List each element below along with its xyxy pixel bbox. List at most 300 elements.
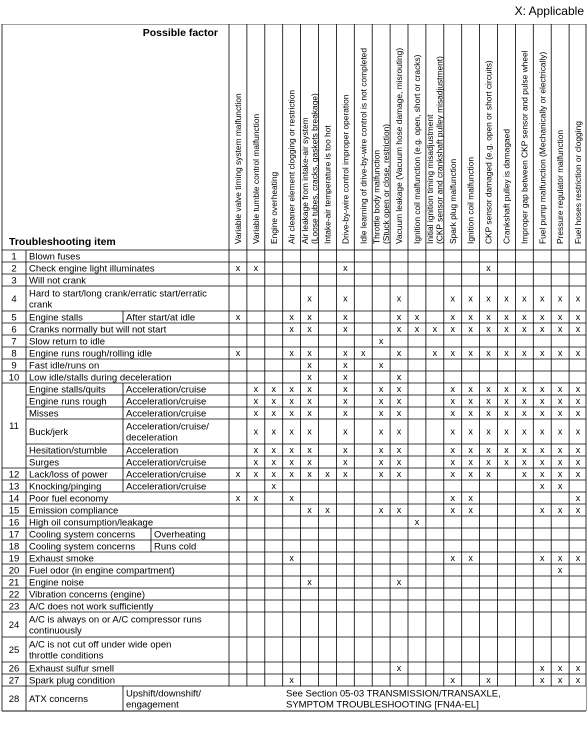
applicable-mark: x — [378, 360, 384, 371]
applicable-mark: x — [468, 505, 473, 516]
applicable-mark: x — [271, 469, 276, 480]
row-number: 19 — [8, 553, 20, 565]
item-label: Buck/jerk — [29, 426, 69, 438]
applicable-mark: x — [378, 384, 384, 395]
applicable-mark: x — [396, 396, 402, 407]
applicable-mark: x — [378, 445, 384, 456]
applicable-mark: x — [307, 396, 312, 407]
applicable-mark: x — [450, 553, 455, 564]
applicable-mark: x — [343, 384, 348, 395]
item-label: Lack/loss of power — [29, 469, 108, 481]
condition-label: Overheating — [154, 529, 206, 541]
factor-label: Throttle body malfunction — [371, 149, 382, 244]
applicable-mark: x — [450, 469, 455, 480]
applicable-mark: x — [522, 426, 527, 437]
applicable-mark: x — [540, 396, 545, 407]
row-number: 2 — [11, 263, 17, 275]
factor-label: Initial ignition timing misadjustment — [425, 114, 436, 244]
applicable-mark: x — [450, 293, 455, 304]
applicable-mark: x — [522, 469, 527, 480]
applicable-mark: x — [575, 553, 581, 564]
applicable-mark: x — [468, 312, 473, 323]
atx-note: See Section 05-03 TRANSMISSION/TRANSAXLE, — [286, 688, 501, 700]
applicable-mark: x — [307, 505, 312, 516]
applicable-mark: x — [486, 426, 491, 437]
item-label: Fast idle/runs on — [29, 360, 100, 372]
applicable-mark: x — [235, 348, 241, 359]
applicable-mark: x — [396, 469, 402, 480]
item-label: Engine runs rough/rolling idle — [29, 348, 153, 360]
applicable-mark: x — [540, 505, 545, 516]
condition-label: Acceleration/cruise — [126, 469, 207, 481]
factor-label: (CKP sensor and crankshaft pulley misadjustment) — [434, 56, 445, 244]
applicable-mark: x — [486, 445, 491, 456]
applicable-mark: x — [540, 293, 545, 304]
factor-label: Spark plug malfunction — [447, 158, 458, 244]
applicable-mark: x — [486, 384, 491, 395]
applicable-mark: x — [468, 553, 473, 564]
applicable-mark: x — [307, 324, 312, 335]
applicable-mark: x — [396, 445, 402, 456]
row-number: 28 — [8, 693, 20, 705]
applicable-mark: x — [450, 426, 455, 437]
item-label: Low idle/stalls during deceleration — [29, 372, 172, 384]
applicable-mark: x — [396, 384, 402, 395]
applicable-mark: x — [575, 408, 581, 419]
row-number: 3 — [11, 275, 17, 287]
applicable-mark: x — [289, 469, 294, 480]
factor-label: Fuel pump malfunction (Mechanically or electrically) — [537, 51, 548, 244]
applicable-mark: x — [450, 384, 455, 395]
condition-label: After start/at idle — [126, 312, 196, 324]
item-label: Engine stalls — [29, 312, 83, 324]
applicable-mark: x — [235, 263, 241, 274]
applicable-mark: x — [557, 663, 563, 674]
item-label: High oil consumption/leakage — [29, 517, 154, 529]
row-number: 27 — [8, 675, 20, 687]
applicable-mark: x — [486, 408, 491, 419]
applicable-mark: x — [289, 312, 294, 323]
applicable-mark: x — [540, 384, 545, 395]
applicable-mark: x — [557, 312, 563, 323]
applicable-mark: x — [468, 408, 473, 419]
applicable-mark: x — [540, 675, 545, 686]
applicable-mark: x — [396, 372, 402, 383]
applicable-mark: x — [557, 408, 563, 419]
applicable-mark: x — [307, 457, 312, 468]
applicable-mark: x — [540, 348, 545, 359]
applicable-mark: x — [575, 457, 581, 468]
factor-label: Fuel hoses restriction or clogging — [573, 121, 584, 244]
row-number: 13 — [8, 481, 20, 493]
applicable-mark: x — [522, 293, 527, 304]
applicable-mark: x — [325, 505, 330, 516]
applicable-mark: x — [557, 396, 563, 407]
item-label: Poor fuel economy — [29, 493, 109, 505]
item-label: Spark plug condition — [29, 675, 116, 687]
applicable-mark: x — [396, 426, 402, 437]
applicable-mark: x — [343, 263, 348, 274]
row-number: 14 — [8, 493, 20, 505]
condition-label: Runs cold — [154, 541, 197, 553]
applicable-mark: x — [396, 293, 402, 304]
applicable-mark: x — [486, 348, 491, 359]
factor-label: (Loose tubes, cracks, gaskets breakage) — [309, 93, 320, 244]
item-label: Misses — [29, 408, 59, 420]
item-label: Blown fuses — [29, 251, 81, 263]
applicable-mark: x — [307, 312, 312, 323]
factor-label: Drive-by-wire control improper operation — [340, 94, 351, 244]
applicable-mark: x — [343, 293, 348, 304]
applicable-mark: x — [450, 493, 455, 504]
applicable-mark: x — [504, 426, 509, 437]
condition-label: deceleration — [126, 432, 178, 444]
row-number: 18 — [8, 541, 20, 553]
applicable-mark: x — [289, 396, 294, 407]
applicable-mark: x — [271, 426, 276, 437]
item-label: Hesitation/stumble — [29, 445, 108, 457]
applicable-mark: x — [396, 505, 402, 516]
item-label: Cooling system concerns — [29, 541, 136, 553]
applicable-mark: x — [253, 469, 259, 480]
item-label: Cooling system concerns — [29, 529, 136, 541]
applicable-mark: x — [343, 469, 348, 480]
row-number: 5 — [11, 312, 17, 324]
applicable-mark: x — [235, 493, 241, 504]
applicable-mark: x — [486, 312, 491, 323]
possible-factor-title: Possible factor — [142, 27, 218, 39]
applicable-mark: x — [396, 348, 402, 359]
applicable-mark: x — [378, 408, 384, 419]
applicable-mark: x — [540, 469, 545, 480]
applicable-mark: x — [504, 445, 509, 456]
applicable-mark: x — [396, 577, 402, 588]
applicable-mark: x — [289, 553, 294, 564]
applicable-mark: x — [378, 426, 384, 437]
factor-label: Ignition coil malfunction — [465, 156, 476, 244]
applicable-mark: x — [378, 469, 384, 480]
item-label: Cranks normally but will not start — [29, 324, 167, 336]
item-label: Engine runs rough — [29, 396, 107, 408]
row-number: 25 — [8, 644, 20, 656]
applicable-mark: x — [486, 457, 491, 468]
applicable-mark: x — [522, 384, 527, 395]
applicable-mark: x — [253, 384, 259, 395]
applicable-mark: x — [575, 469, 581, 480]
item-label: continuously — [29, 625, 82, 637]
applicable-mark: x — [271, 384, 276, 395]
applicable-mark: x — [414, 517, 420, 528]
applicable-mark: x — [343, 312, 348, 323]
item-label: ATX concerns — [29, 693, 88, 705]
applicable-mark: x — [468, 426, 473, 437]
factor-label: Air leakage from intake-air system — [299, 117, 310, 244]
row-number: 20 — [8, 565, 20, 577]
row-number: 1 — [11, 251, 17, 263]
applicable-mark: x — [450, 324, 455, 335]
applicable-mark: x — [486, 324, 491, 335]
row-number: 22 — [8, 589, 20, 601]
applicable-mark: x — [557, 293, 563, 304]
applicable-mark: x — [253, 263, 259, 274]
applicable-mark: x — [289, 348, 294, 359]
applicable-mark: x — [540, 481, 545, 492]
applicable-mark: x — [557, 553, 563, 564]
applicable-mark: x — [486, 396, 491, 407]
item-label: Hard to start/long crank/erratic start/erratic — [29, 288, 207, 300]
condition-label: Acceleration/cruise — [126, 408, 207, 420]
condition-label: Acceleration/cruise — [126, 457, 207, 469]
condition-label: Acceleration — [126, 445, 179, 457]
applicable-mark: x — [575, 348, 581, 359]
item-label: A/C is always on or A/C compressor runs — [29, 614, 202, 626]
item-label: throttle conditions — [29, 650, 104, 662]
row-number: 9 — [11, 360, 17, 372]
applicable-mark: x — [289, 426, 294, 437]
row-number: 21 — [8, 577, 20, 589]
applicable-mark: x — [575, 505, 581, 516]
applicable-mark: x — [575, 312, 581, 323]
applicable-mark: x — [343, 360, 348, 371]
item-label: Emission compliance — [29, 505, 119, 517]
factor-label: Intake-air temperature is too hot — [322, 125, 333, 244]
applicable-mark: x — [468, 293, 473, 304]
factor-label: Air cleaner element clogging or restriction — [286, 89, 297, 244]
applicable-mark: x — [253, 493, 259, 504]
applicable-mark: x — [468, 493, 473, 504]
item-label: Exhaust sulfur smell — [29, 663, 115, 675]
factor-label: CKP sensor damaged (e.g. open or short circuits) — [483, 60, 494, 244]
applicable-mark: x — [343, 396, 348, 407]
row-number: 23 — [8, 601, 20, 613]
applicable-mark: x — [504, 408, 509, 419]
item-label: Fuel odor (in engine compartment) — [29, 565, 175, 577]
applicable-mark: x — [486, 293, 491, 304]
applicable-mark: x — [253, 426, 259, 437]
applicable-mark: x — [468, 469, 473, 480]
legend-applicable: X: Applicable — [514, 4, 584, 18]
row-number: 15 — [8, 505, 20, 517]
applicable-mark: x — [522, 445, 527, 456]
applicable-mark: x — [522, 457, 527, 468]
applicable-mark: x — [468, 396, 473, 407]
row-number: 10 — [8, 372, 20, 384]
applicable-mark: x — [540, 445, 545, 456]
row-number: 6 — [11, 324, 17, 336]
applicable-mark: x — [396, 663, 402, 674]
item-label: A/C does not work sufficiently — [29, 601, 154, 613]
applicable-mark: x — [540, 553, 545, 564]
applicable-mark: x — [271, 396, 276, 407]
applicable-mark: x — [325, 469, 330, 480]
applicable-mark: x — [557, 505, 563, 516]
item-label: Will not crank — [29, 275, 87, 287]
applicable-mark: x — [468, 445, 473, 456]
applicable-mark: x — [361, 348, 366, 359]
applicable-mark: x — [522, 396, 527, 407]
applicable-mark: x — [575, 426, 581, 437]
applicable-mark: x — [575, 384, 581, 395]
applicable-mark: x — [414, 312, 420, 323]
row-number: 11 — [9, 420, 19, 432]
applicable-mark: x — [289, 493, 294, 504]
applicable-mark: x — [307, 372, 312, 383]
applicable-mark: x — [557, 457, 563, 468]
applicable-mark: x — [289, 408, 294, 419]
applicable-mark: x — [540, 312, 545, 323]
row-number: 12 — [8, 469, 20, 481]
applicable-mark: x — [307, 408, 312, 419]
applicable-mark: x — [450, 505, 455, 516]
item-label: Knocking/pinging — [29, 481, 102, 493]
applicable-mark: x — [343, 457, 348, 468]
applicable-mark: x — [271, 445, 276, 456]
applicable-mark: x — [557, 426, 563, 437]
applicable-mark: x — [307, 348, 312, 359]
applicable-mark: x — [468, 457, 473, 468]
applicable-mark: x — [271, 481, 276, 492]
item-label: Engine noise — [29, 577, 84, 589]
applicable-mark: x — [522, 348, 527, 359]
applicable-mark: x — [522, 312, 527, 323]
applicable-mark: x — [289, 384, 294, 395]
applicable-mark: x — [504, 348, 509, 359]
applicable-mark: x — [289, 675, 294, 686]
item-label: Check engine light illuminates — [29, 263, 155, 275]
applicable-mark: x — [504, 457, 509, 468]
applicable-mark: x — [432, 348, 438, 359]
applicable-mark: x — [253, 408, 259, 419]
applicable-mark: x — [504, 324, 509, 335]
applicable-mark: x — [468, 384, 473, 395]
applicable-mark: x — [343, 445, 348, 456]
applicable-mark: x — [253, 457, 259, 468]
applicable-mark: x — [396, 457, 402, 468]
row-number: 26 — [8, 663, 20, 675]
item-label: Exhaust smoke — [29, 553, 94, 565]
applicable-mark: x — [575, 445, 581, 456]
applicable-mark: x — [343, 408, 348, 419]
factor-label: Engine overheating — [268, 171, 279, 244]
applicable-mark: x — [396, 312, 402, 323]
applicable-mark: x — [486, 263, 491, 274]
applicable-mark: x — [307, 384, 312, 395]
applicable-mark: x — [343, 372, 348, 383]
condition-label: engagement — [126, 699, 179, 711]
applicable-mark: x — [575, 493, 581, 504]
applicable-mark: x — [307, 360, 312, 371]
applicable-mark: x — [378, 505, 384, 516]
applicable-mark: x — [522, 408, 527, 419]
factor-label: (Stuck open or close, restriction) — [380, 123, 391, 244]
atx-note: SYMPTOM TROUBLESHOOTING [FN4A-EL] — [286, 699, 479, 711]
condition-label: Upshift/downshift/ — [126, 688, 201, 700]
applicable-mark: x — [540, 408, 545, 419]
row-number: 4 — [11, 293, 17, 305]
condition-label: Acceleration/cruise — [126, 396, 207, 408]
applicable-mark: x — [540, 426, 545, 437]
applicable-mark: x — [557, 469, 563, 480]
applicable-mark: x — [343, 348, 348, 359]
item-label: Surges — [29, 457, 60, 469]
applicable-mark: x — [504, 384, 509, 395]
applicable-mark: x — [486, 675, 491, 686]
applicable-mark: x — [235, 312, 241, 323]
applicable-mark: x — [557, 384, 563, 395]
item-label: Engine stalls/quits — [29, 384, 106, 396]
applicable-mark: x — [450, 396, 455, 407]
applicable-mark: x — [450, 348, 455, 359]
applicable-mark: x — [307, 426, 312, 437]
applicable-mark: x — [468, 324, 473, 335]
applicable-mark: x — [450, 408, 455, 419]
row-number: 8 — [11, 348, 17, 360]
applicable-mark: x — [557, 348, 563, 359]
applicable-mark: x — [450, 312, 455, 323]
applicable-mark: x — [307, 469, 312, 480]
row-number: 17 — [8, 529, 20, 541]
applicable-mark: x — [289, 445, 294, 456]
applicable-mark: x — [378, 457, 384, 468]
applicable-mark: x — [557, 565, 563, 576]
row-number: 16 — [8, 517, 20, 529]
applicable-mark: x — [343, 426, 348, 437]
item-label: crank — [29, 299, 53, 311]
factor-label: Idle learning of drive-by-wire control is not completed — [358, 48, 369, 244]
condition-label: Acceleration/cruise/ — [126, 421, 209, 433]
applicable-mark: x — [378, 336, 384, 347]
applicable-mark: x — [575, 293, 581, 304]
item-label: Vibration concerns (engine) — [29, 589, 146, 601]
applicable-mark: x — [396, 324, 402, 335]
applicable-mark: x — [575, 663, 581, 674]
applicable-mark: x — [378, 396, 384, 407]
applicable-mark: x — [289, 324, 294, 335]
applicable-mark: x — [504, 312, 509, 323]
applicable-mark: x — [468, 348, 473, 359]
factor-label: Variable valve timing system malfunction — [232, 93, 243, 244]
applicable-mark: x — [540, 663, 545, 674]
row-number: 24 — [8, 619, 20, 631]
applicable-mark: x — [575, 396, 581, 407]
applicable-mark: x — [540, 457, 545, 468]
applicable-mark: x — [253, 445, 259, 456]
applicable-mark: x — [432, 324, 438, 335]
factor-label: Pressure regulator malfunction — [555, 129, 566, 244]
item-label: A/C is not cut off under wide open — [29, 639, 172, 651]
applicable-mark: x — [575, 324, 581, 335]
factor-label: Vacuum leakage (Vacuum hose damage, misrouting) — [394, 47, 405, 244]
applicable-mark: x — [540, 324, 545, 335]
applicable-mark: x — [343, 324, 348, 335]
applicable-mark: x — [450, 675, 455, 686]
applicable-mark: x — [450, 445, 455, 456]
applicable-mark: x — [307, 293, 312, 304]
applicable-mark: x — [253, 396, 259, 407]
factor-label: Variable tumble control malfunction — [250, 113, 261, 244]
applicable-mark: x — [522, 324, 527, 335]
applicable-mark: x — [450, 457, 455, 468]
applicable-mark: x — [557, 481, 563, 492]
row-number: 7 — [11, 336, 17, 348]
applicable-mark: x — [235, 469, 241, 480]
applicable-mark: x — [307, 577, 312, 588]
troubleshooting-item-title: Troubleshooting item — [9, 236, 116, 248]
applicable-mark: x — [557, 324, 563, 335]
factor-label: Crankshaft pulley is damagaed — [501, 129, 512, 244]
applicable-mark: x — [557, 675, 563, 686]
troubleshooting-matrix — [0, 24, 588, 754]
